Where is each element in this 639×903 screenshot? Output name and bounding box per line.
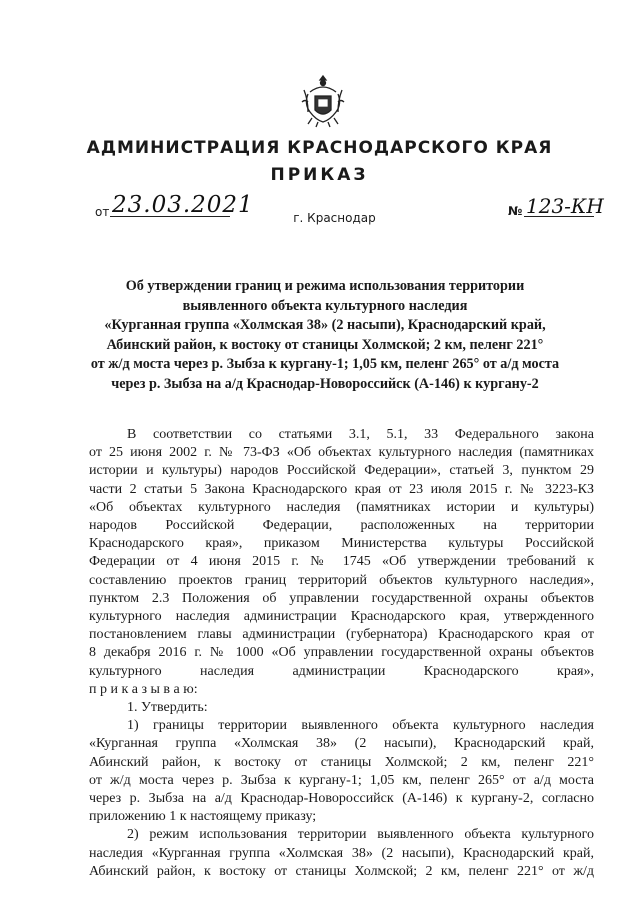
body-line: постановлением главы администрации (губернатора) Краснодарского края от xyxy=(89,627,594,643)
title-line: выявленного объекта культурного наследия xyxy=(182,297,468,314)
body-line-decree: п р и к а з ы в а ю: xyxy=(89,681,198,697)
body-line: культурного наследия администрации Краснодарского края, утвержденного xyxy=(89,609,594,625)
body-line: 2) режим использования территории выявленного объекта культурного xyxy=(127,827,594,843)
body-line: Краснодарского края», приказом Министерства культуры Российской xyxy=(89,536,594,552)
city-label: г. Краснодар xyxy=(293,211,376,225)
body-line: от 25 июня 2002 г. № 73-ФЗ «Об объектах культурного наследия (памятниках xyxy=(89,445,594,461)
date-prefix: от xyxy=(95,205,110,219)
body-line: 1) границы территории выявленного объекта культурного наследия xyxy=(127,718,594,734)
body-line: Абинский район, к востоку от станицы Холмской; 2 км, пеленг 221° от ж/д xyxy=(89,863,594,879)
body-line: приложению 1 к настоящему приказу; xyxy=(89,809,317,825)
body-line: «Об объектах культурного наследия (памятниках истории и культуры) xyxy=(89,499,594,515)
body-line: 1. Утвердить: xyxy=(127,700,208,716)
body-line: Абинский район, к востоку от станицы Холмской; 2 км, пеленг 221° xyxy=(89,754,594,770)
number-handwritten: 123-КН xyxy=(526,194,604,218)
document-title xyxy=(80,277,570,394)
number-underline xyxy=(524,216,594,217)
body-line: через р. Зыбза на а/д Краснодар-Новороссийск (А-146) к кургану-2, согласно xyxy=(89,791,594,807)
document-body xyxy=(89,426,594,881)
body-line: наследия «Курганная группа «Холмская 38» (2 насыпи), Краснодарский край, xyxy=(89,845,594,861)
body-line: истории и культуры) народов Российской Федерации», статьей 3, пунктом 29 xyxy=(89,463,594,479)
title-line: через р. Зыбза на а/д Краснодар-Новороссийск (А-146) к кургану-2 xyxy=(111,375,539,392)
title-line: от ж/д моста через р. Зыбза к кургану-1; 1,05 км, пеленг 265° от а/д моста xyxy=(90,356,560,372)
document-type: ПРИКАЗ xyxy=(270,165,369,185)
number-prefix: № xyxy=(508,204,523,218)
body-line: части 2 статьи 5 Закона Краснодарского края от 23 июля 2015 г. № 3223-КЗ xyxy=(89,481,594,497)
date-handwritten: 23.03.2021 xyxy=(112,192,254,218)
body-line: пунктом 2.3 Положения об управлении государственной охраны объектов xyxy=(89,590,594,606)
body-line: 8 декабря 2016 г. № 1000 «Об управлении государственной охраны объектов xyxy=(89,645,594,661)
body-line: от ж/д моста через р. Зыбза к кургану-1; 1,05 км, пеленг 265° от а/д моста xyxy=(89,772,594,788)
body-line: народов Российской Федерации, расположенных на территории xyxy=(89,518,594,534)
title-line: Об утверждении границ и режима использования территории xyxy=(125,278,525,294)
body-line: культурного наследия администрации Краснодарского края», xyxy=(89,663,594,679)
body-line: «Курганная группа «Холмская 38» (2 насыпи), Краснодарский край, xyxy=(89,736,594,752)
body-line: В соответствии со статьями 3.1, 5.1, 33 Федерального закона xyxy=(127,427,594,442)
body-line: Федерации от 4 июня 2015 г. № 1745 «Об утверждении требований к xyxy=(89,554,594,570)
title-line: Абинский район, к востоку от станицы Холмской; 2 км, пеленг 221° xyxy=(106,336,544,353)
title-line: «Курганная группа «Холмская 38» (2 насыпи), Краснодарский край, xyxy=(104,317,546,333)
organization-name: АДМИНИСТРАЦИЯ КРАСНОДАРСКОГО КРАЯ xyxy=(86,138,553,158)
coat-of-arms-icon xyxy=(300,72,346,128)
body-line: составлению проектов границ территорий объектов культурного наследия», xyxy=(89,572,594,588)
